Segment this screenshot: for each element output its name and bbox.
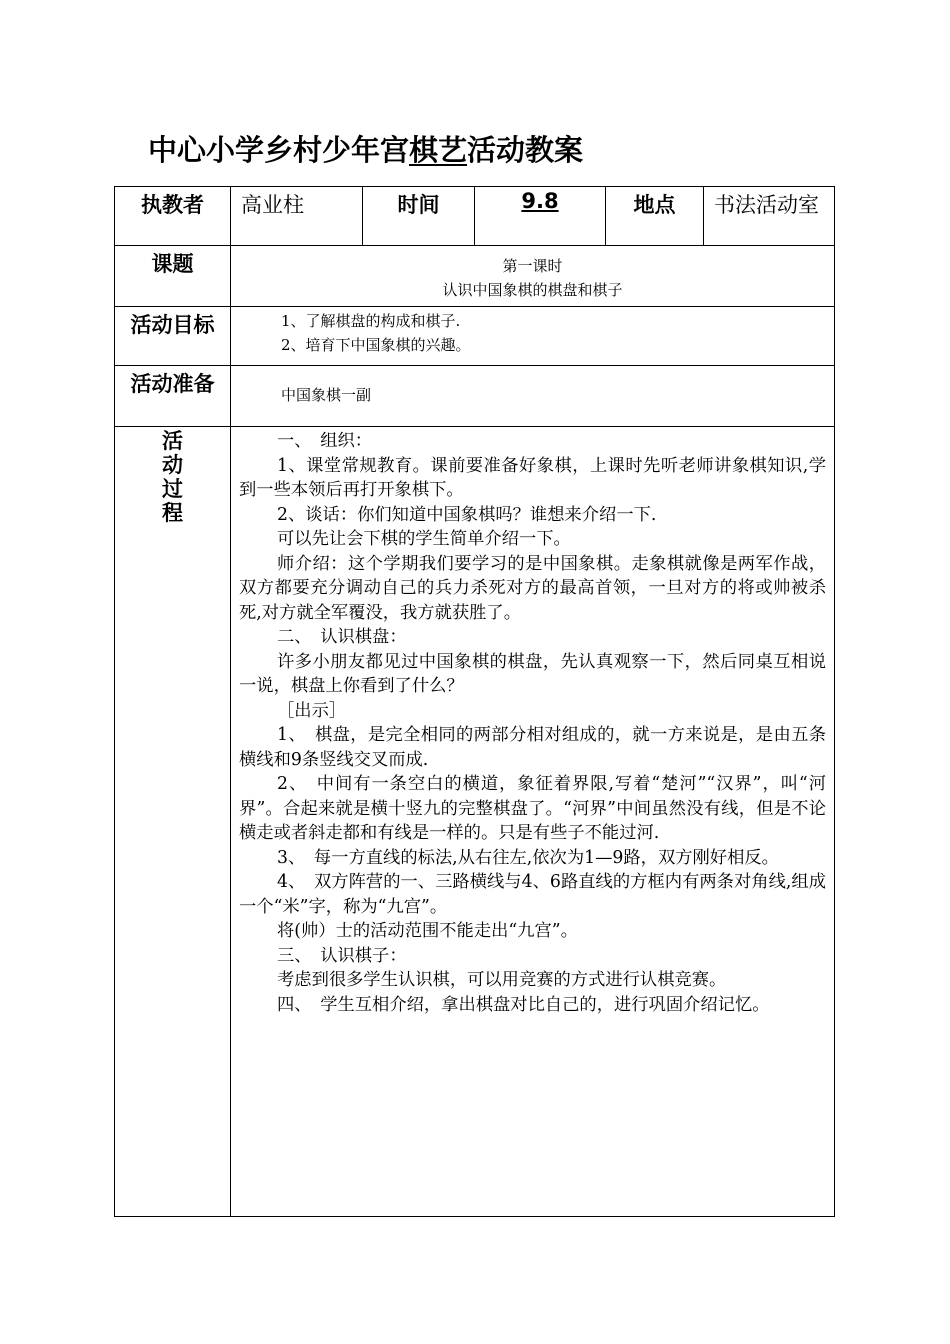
topic-label: 课题 bbox=[115, 246, 231, 307]
teacher-label: 执教者 bbox=[115, 187, 231, 246]
process-label-char: 程 bbox=[162, 501, 183, 525]
process-paragraph: 师介绍：这个学期我们要学习的是中国象棋。走象棋就像是两军作战，双方都要充分调动自己的兵力杀死对方的最高首领，一旦对方的将或帅被杀死,对方就全军覆没，我方就获胜了。 bbox=[239, 553, 826, 623]
process-paragraph: 许多小朋友都见过中国象棋的棋盘，先认真观察一下，然后同桌互相说一说，棋盘上你看到了什么？ bbox=[239, 651, 826, 696]
title-underlined: 棋艺 bbox=[409, 133, 468, 167]
process-paragraph: 4、 双方阵营的一、三路横线与4、6路直线的方框内有两条对角线,组成一个“米”字，称为“九宫”。 bbox=[239, 872, 826, 917]
process-paragraph: 1、课堂常规教育。课前要准备好象棋，上课时先听老师讲象棋知识,学到一些本领后再打开象棋下。 bbox=[239, 455, 826, 500]
process-paragraph: 将(帅）士的活动范围不能走出“九宫”。 bbox=[277, 921, 578, 941]
process-paragraph: 2、谈话：你们知道中国象棋吗？谁想来介绍一下. bbox=[277, 504, 657, 525]
process-paragraph: 1、 棋盘，是完全相同的两部分相对组成的，就一方来说是，是由五条横线和9条竖线交叉而成. bbox=[239, 725, 826, 770]
time-value: 9.8 bbox=[521, 189, 559, 213]
process-content bbox=[231, 427, 835, 1217]
topic-line-1: 第一课时 bbox=[502, 257, 563, 275]
process-paragraph: ［出示］ bbox=[277, 700, 347, 721]
topic-value bbox=[231, 246, 835, 307]
title-suffix: 活动教案 bbox=[467, 133, 584, 167]
process-paragraph: 二、 认识棋盘： bbox=[277, 627, 407, 647]
process-paragraph: 2、 中间有一条空白的横道，象征着界限,写着“楚河”“汉界”，叫“河界”。合起来就是横十竖九的完整棋盘了。“河界”中间虽然没有线，但是不论横走或者斜走都和有线是一样的。只是有些子不能过河. bbox=[239, 774, 826, 843]
process-label-char: 动 bbox=[162, 453, 183, 477]
title-prefix: 中心小学乡村少年宫 bbox=[148, 133, 410, 167]
goals-row bbox=[115, 307, 835, 366]
header-row bbox=[115, 187, 835, 246]
process-label-char: 活 bbox=[162, 429, 183, 453]
teacher-value: 高业柱 bbox=[231, 187, 363, 246]
preparation-row bbox=[115, 366, 835, 427]
topic-row bbox=[115, 246, 835, 307]
process-paragraph: 考虑到很多学生认识棋，可以用竞赛的方式进行认棋竞赛。 bbox=[277, 970, 727, 990]
time-cell bbox=[475, 187, 606, 246]
place-value: 书法活动室 bbox=[704, 187, 835, 246]
goal-item: 2、培育下中国象棋的兴趣。 bbox=[281, 336, 471, 354]
lesson-plan-table bbox=[114, 186, 835, 1217]
place-label: 地点 bbox=[606, 187, 704, 246]
process-paragraph: 三、 认识棋子： bbox=[277, 945, 407, 966]
preparation-label: 活动准备 bbox=[115, 366, 231, 427]
goal-item: 1、了解棋盘的构成和棋子. bbox=[281, 312, 461, 330]
process-label-char: 过 bbox=[162, 477, 183, 501]
process-label bbox=[115, 427, 231, 1217]
goals-value bbox=[231, 307, 835, 366]
page-title bbox=[148, 128, 583, 169]
goals-label: 活动目标 bbox=[115, 307, 231, 366]
process-row bbox=[115, 427, 835, 1217]
time-label: 时间 bbox=[363, 187, 475, 246]
process-paragraph: 3、 每一方直线的标法,从右往左,依次为1—9路，双方刚好相反。 bbox=[277, 847, 779, 868]
preparation-value: 中国象棋一副 bbox=[231, 366, 835, 427]
process-paragraph: 可以先让会下棋的学生简单介绍一下。 bbox=[277, 529, 571, 549]
process-paragraph: 一、 组织： bbox=[277, 431, 373, 451]
process-paragraph: 四、 学生互相介绍，拿出棋盘对比自己的，进行巩固介绍记忆。 bbox=[277, 994, 770, 1015]
topic-line-2: 认识中国象棋的棋盘和棋子 bbox=[442, 281, 623, 299]
